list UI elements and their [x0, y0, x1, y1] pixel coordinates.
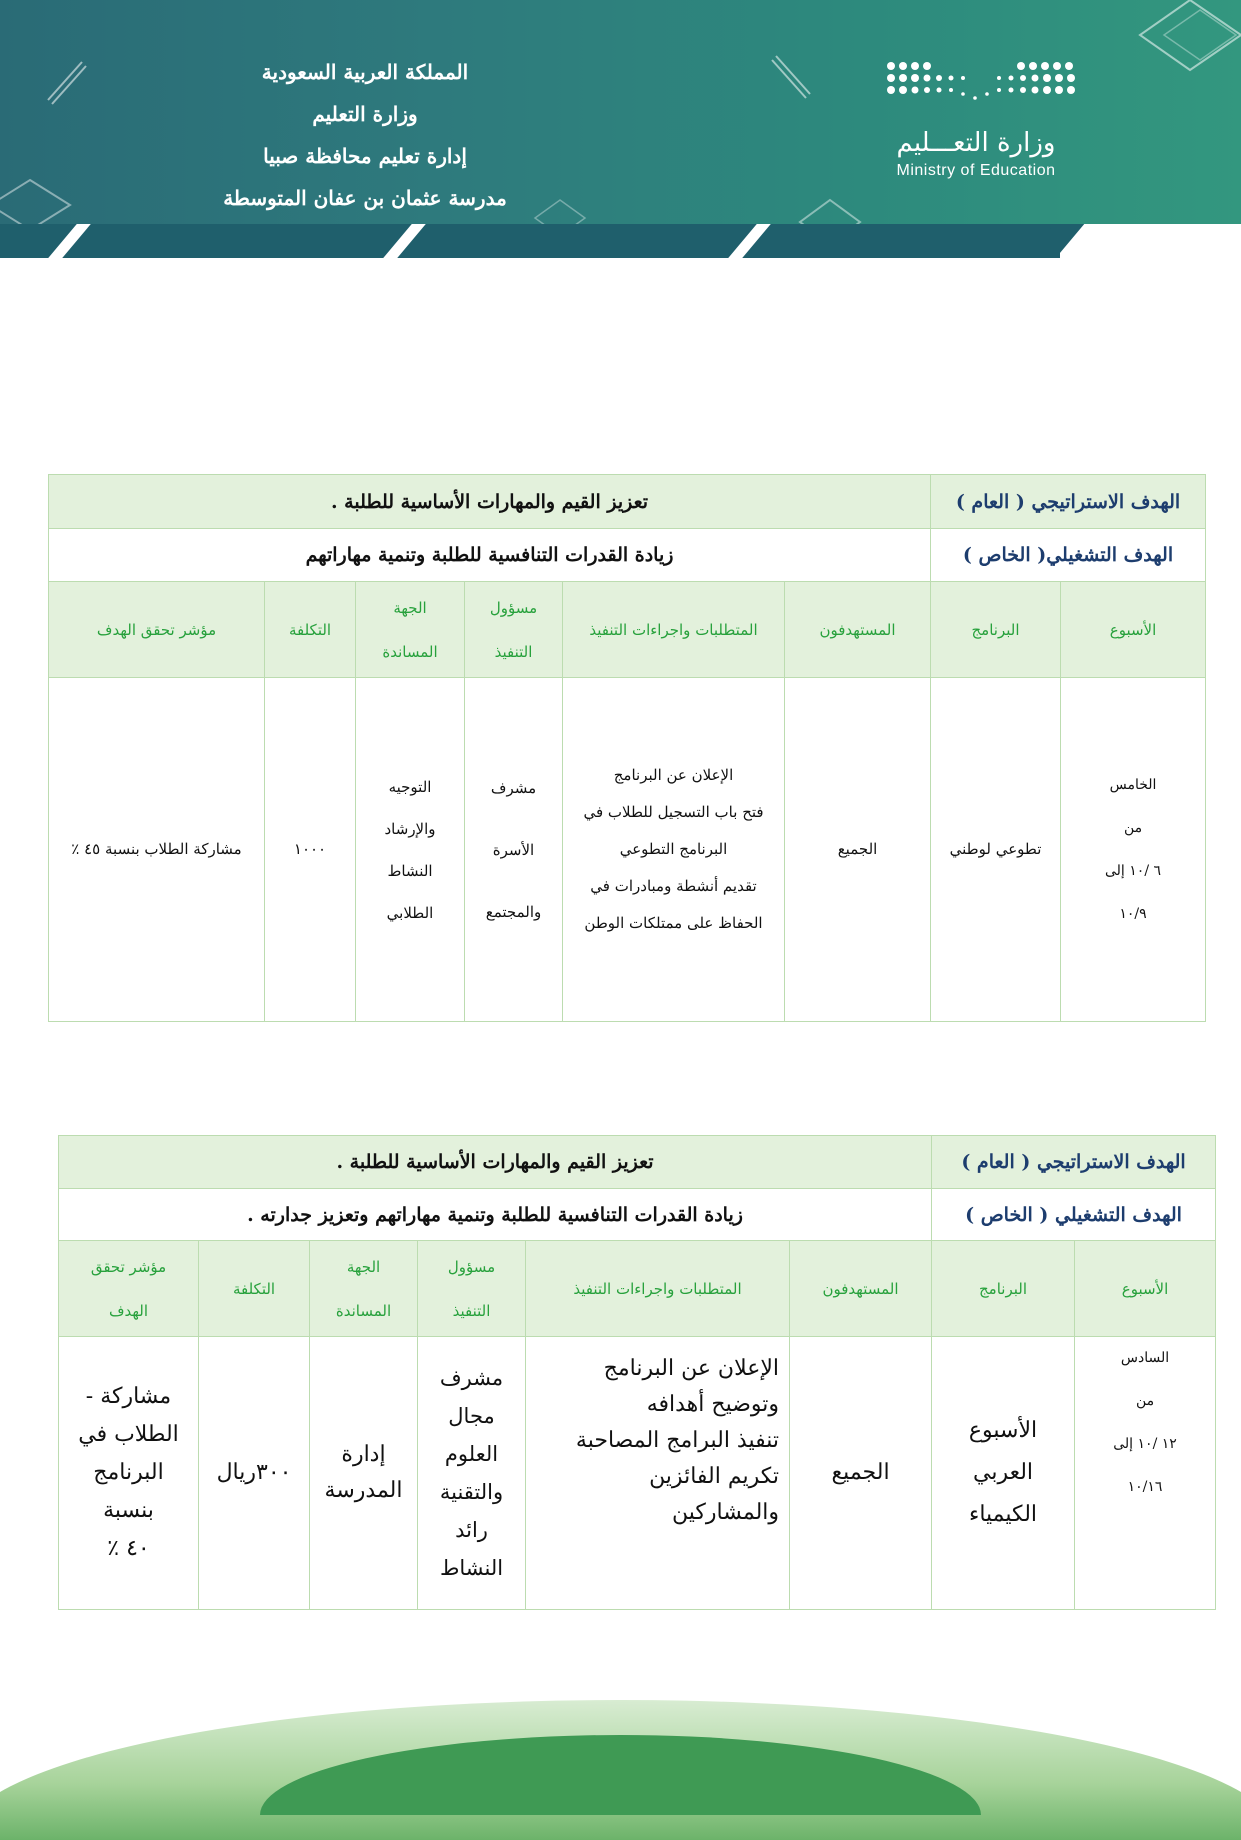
column-header-week: الأسبوع — [1075, 1241, 1216, 1337]
support-cell — [356, 678, 465, 1022]
column-header-target: المستهدفون — [785, 582, 931, 678]
column-header-indicator-line: الهدف — [108, 1301, 149, 1320]
column-header-requirements: المتطلبات واجراءات التنفيذ — [526, 1241, 790, 1337]
indicator-line: بنسبة — [103, 1498, 154, 1523]
strategic-goal-value: تعزيز القيم والمهارات الأساسية للطلبة . — [49, 475, 931, 529]
column-header-responsible — [418, 1241, 526, 1337]
support-cell — [310, 1337, 418, 1610]
indicator-cell — [59, 1337, 199, 1610]
column-header-support-line: الجهة — [393, 598, 427, 617]
ministry-logo-icon — [881, 58, 1081, 108]
responsible-cell — [418, 1337, 526, 1610]
program-cell — [932, 1337, 1075, 1610]
column-header-indicator — [59, 1241, 199, 1337]
support-line: النشاط — [387, 861, 433, 880]
indicator-line: مشاركة - — [85, 1384, 172, 1409]
operational-goal-value: زيادة القدرات التنافسية للطلبة وتنمية مهاراتهم — [49, 529, 931, 582]
school-header-text — [140, 60, 590, 228]
ministry-logo-text — [871, 128, 1081, 180]
target-cell: الجميع — [785, 678, 931, 1022]
requirement-line: تقديم أنشطة ومبادرات في — [590, 877, 757, 895]
week-cell — [1061, 678, 1206, 1022]
column-header-responsible — [465, 582, 563, 678]
responsible-line: رائد — [455, 1518, 488, 1542]
operational-goal-label: الهدف التشغيلي( الخاص ) — [931, 529, 1206, 582]
header-banner — [0, 0, 1241, 258]
cost-cell: ١٠٠٠ — [265, 678, 356, 1022]
program-line: الكيمياء — [969, 1502, 1038, 1527]
header-line-kingdom: المملكة العربية السعودية — [261, 60, 469, 84]
column-header-cost: التكلفة — [265, 582, 356, 678]
column-header-responsible-line: مسؤول — [489, 598, 538, 617]
indicator-line: البرنامج — [93, 1460, 164, 1485]
table-row — [59, 1337, 1216, 1610]
responsible-line: مشرف — [490, 778, 537, 797]
header-line-ministry: وزارة التعليم — [312, 102, 418, 126]
program-cell: تطوعي لوطني — [931, 678, 1061, 1022]
support-line: إدارة — [341, 1442, 386, 1467]
column-header-indicator-line: مؤشر تحقق — [90, 1257, 167, 1276]
ministry-name-ar: وزارة التعـــليم — [896, 128, 1056, 158]
requirement-line: البرنامج التطوعي — [619, 840, 728, 858]
requirement-line: وتوضيح أهدافه — [646, 1392, 780, 1417]
operational-goal-value: زيادة القدرات التنافسية للطلبة وتنمية مهاراتهم وتعزيز جدارته . — [59, 1189, 932, 1241]
week-line: من — [1135, 1393, 1155, 1409]
column-header-support — [310, 1241, 418, 1337]
operational-goal-label: الهدف التشغيلي ( الخاص ) — [932, 1189, 1216, 1241]
requirement-line: الحفاظ على ممتلكات الوطن — [584, 914, 763, 932]
responsible-line: العلوم — [444, 1442, 499, 1466]
table-row — [49, 678, 1206, 1022]
requirement-line: فتح باب التسجيل للطلاب في — [583, 803, 764, 821]
week-line: ١٠/١٦ — [1127, 1479, 1163, 1495]
support-line: الطلابي — [386, 903, 434, 922]
header-line-directorate: إدارة تعليم محافظة صبيا — [263, 144, 467, 168]
week-line: ٦ /١٠ إلى — [1105, 862, 1162, 879]
strategic-goal-label: الهدف الاستراتيجي ( العام ) — [932, 1136, 1216, 1189]
target-cell: الجميع — [790, 1337, 932, 1610]
responsible-line: والمجتمع — [485, 902, 542, 921]
week-line: السادس — [1120, 1350, 1170, 1366]
support-line: التوجيه — [388, 777, 432, 796]
ministry-name-en: Ministry of Education — [896, 162, 1056, 179]
requirement-line: الإعلان عن البرنامج — [613, 766, 734, 784]
stripe-end — [1060, 224, 1241, 258]
week-line: الخامس — [1109, 776, 1157, 793]
week-line: ١٠/٩ — [1119, 905, 1147, 922]
column-header-responsible-line: التنفيذ — [494, 642, 533, 661]
column-header-target: المستهدفون — [790, 1241, 932, 1337]
requirements-cell — [526, 1337, 790, 1610]
week-line: ١٢ /١٠ إلى — [1113, 1436, 1177, 1452]
indicator-line: الطلاب في — [78, 1422, 179, 1447]
requirements-cell — [563, 678, 785, 1022]
support-line: المدرسة — [324, 1478, 403, 1503]
requirement-line: الإعلان عن البرنامج — [603, 1356, 780, 1381]
strategic-goal-value: تعزيز القيم والمهارات الأساسية للطلبة . — [59, 1136, 932, 1189]
plan-table-1 — [48, 474, 1206, 1022]
column-header-responsible-line: مسؤول — [447, 1257, 496, 1276]
column-header-support-line: المساندة — [382, 642, 438, 661]
column-header-responsible-line: التنفيذ — [452, 1301, 491, 1320]
cost-cell: ٣٠٠ريال — [199, 1337, 310, 1610]
header-line-school: مدرسة عثمان بن عفان المتوسطة — [223, 186, 507, 210]
program-line: العربي — [973, 1460, 1034, 1485]
column-header-indicator: مؤشر تحقق الهدف — [49, 582, 265, 678]
requirement-line: تنفيذ البرامج المصاحبة — [575, 1428, 780, 1453]
indicator-cell: مشاركة الطلاب بنسبة ٤٥ ٪ — [49, 678, 265, 1022]
responsible-line: مشرف — [439, 1366, 504, 1390]
plan-table-2 — [58, 1135, 1216, 1610]
column-header-requirements: المتطلبات واجراءات التنفيذ — [563, 582, 785, 678]
column-header-cost: التكلفة — [199, 1241, 310, 1337]
column-header-program: البرنامج — [931, 582, 1061, 678]
indicator-line: ٤٠ ٪ — [107, 1536, 150, 1561]
responsible-line: الأسرة — [492, 840, 535, 859]
week-line: من — [1123, 819, 1143, 836]
column-header-program: البرنامج — [932, 1241, 1075, 1337]
requirement-line: والمشاركين — [672, 1500, 780, 1525]
responsible-line: النشاط — [439, 1556, 504, 1580]
week-cell — [1075, 1337, 1216, 1610]
column-header-week: الأسبوع — [1061, 582, 1206, 678]
column-header-support-line: الجهة — [346, 1257, 381, 1276]
strategic-goal-label: الهدف الاستراتيجي ( العام ) — [931, 475, 1206, 529]
program-line: الأسبوع — [968, 1418, 1038, 1443]
column-header-support-line: المساندة — [335, 1301, 392, 1320]
column-header-support — [356, 582, 465, 678]
support-line: والإرشاد — [384, 819, 436, 838]
responsible-line: مجال — [448, 1404, 495, 1428]
responsible-line: والتقنية — [439, 1480, 504, 1504]
requirement-line: تكريم الفائزين — [649, 1464, 780, 1489]
responsible-cell — [465, 678, 563, 1022]
